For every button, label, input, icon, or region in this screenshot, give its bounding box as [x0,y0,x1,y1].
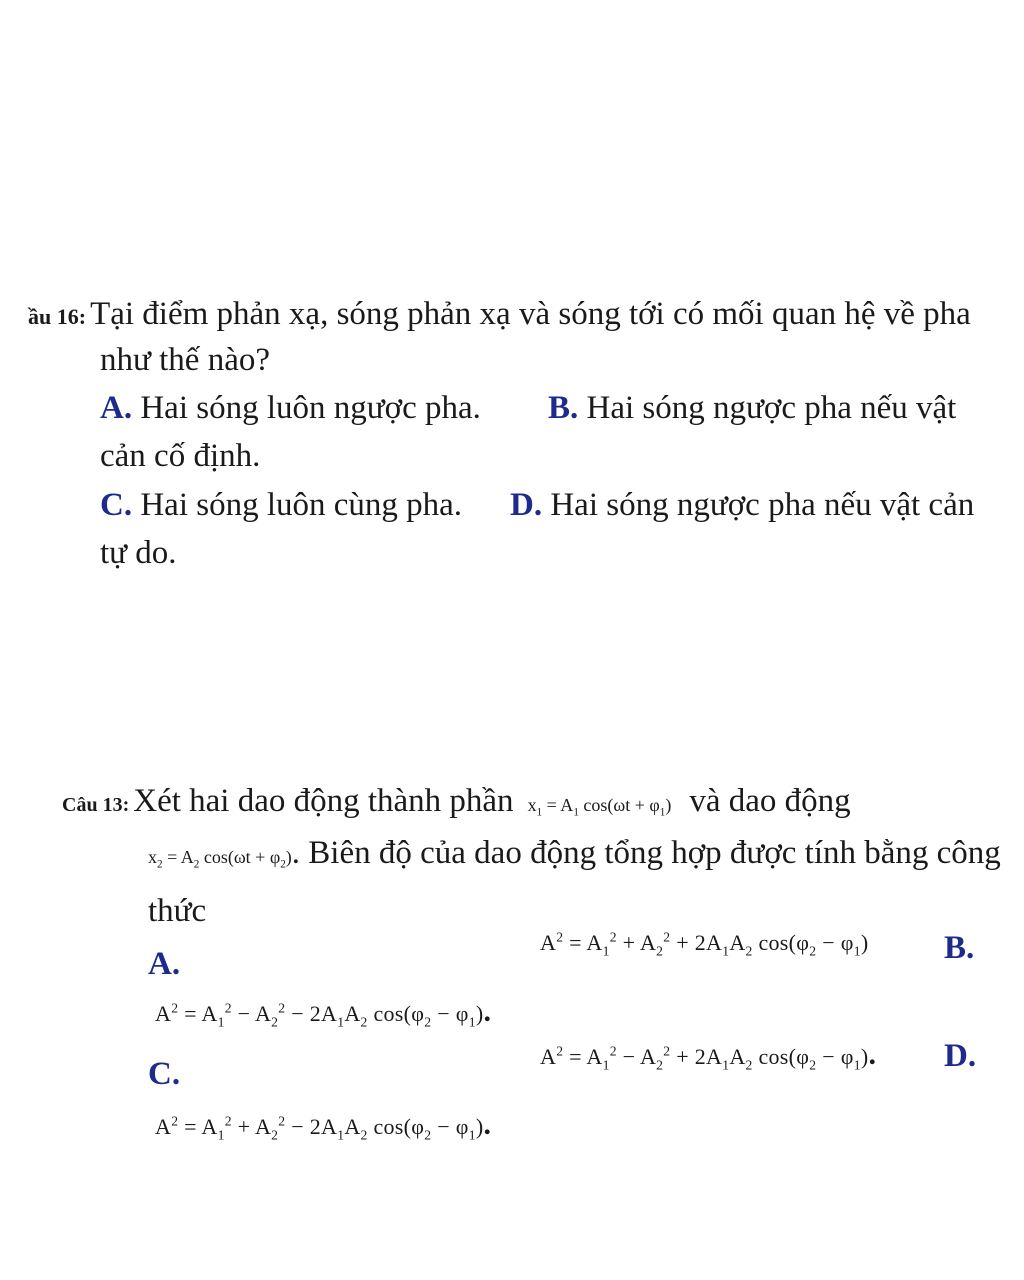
q16-option-d [510,487,974,524]
q16-option-c-label: C. [100,487,133,523]
q13-text-line2: . Biên độ của dao động tổng hợp được tính bằng công [291,835,1001,871]
q16-text-line1: Tại điểm phản xạ, sóng phản xạ và sóng tới có mối quan hệ về pha [90,296,971,332]
q16-option-b-label: B. [548,390,579,426]
q13-formula-line-d: $A^2 = A_1^2 + A_2^2 - 2A_1A_2$ $\cos(\varphi_2 - \varphi_1)$. [155,1108,492,1143]
q16-option-b-text: Hai sóng ngược pha nếu vật [586,390,957,426]
q16-option-c-text: Hai sóng luôn cùng pha. [140,487,463,523]
q13-option-d-label: D. [944,1038,977,1074]
q13-formula-row-ab: $A^2 = A_1^2 + A_2^2 + 2A_1A_2$ $\cos(\varphi_2 - \varphi_1)$ [540,929,869,959]
q16-option-a-text: Hai sóng luôn ngược pha. [140,390,481,426]
q13-option-a-label: A. [148,946,181,982]
q16-option-d-text: Hai sóng ngược pha nếu vật cản [550,487,975,523]
q16-text-line2: như thế nào? [100,342,270,378]
q13-option-c-label: C. [148,1056,181,1092]
q13-formula-x2: $x_2 = A_2$ $\cos(\omega t + \varphi_2)$ [148,847,292,871]
q13-line2 [148,832,1001,875]
q13-formula-x1: $x_1 = A_1$ $\cos(\omega t + \varphi_1)$ [527,795,672,819]
q13-line1 [62,780,1002,823]
q16-option-b [548,390,956,427]
q16-option-b-cont: cản cố định. [100,438,261,474]
q16-line1 [28,293,1018,336]
q16-option-a-label: A. [100,390,133,426]
q13-text-line1b: và dao động [689,783,851,819]
q16-option-d-cont: tự do. [100,535,177,571]
q13-formula-row-cd: $A^2 = A_1^2 - A_2^2 + 2A_1A_2$ $\cos(\varphi_2 - \varphi_1)$. [540,1038,877,1073]
q16-option-a [100,390,481,427]
q13-text-line3: thức [148,893,207,929]
q16-option-c [100,487,462,524]
q13-text-line1: Xét hai dao động thành phần [133,783,514,819]
q16-option-d-label: D. [510,487,543,523]
q13-formula-line-b: $A^2 = A_1^2 - A_2^2 - 2A_1A_2$ $\cos(\varphi_2 - \varphi_1)$. [155,995,492,1030]
q16-label: ầu 16: [28,304,87,329]
q13-label: Câu 13: [62,794,130,816]
q13-option-b-label: B. [944,930,975,966]
